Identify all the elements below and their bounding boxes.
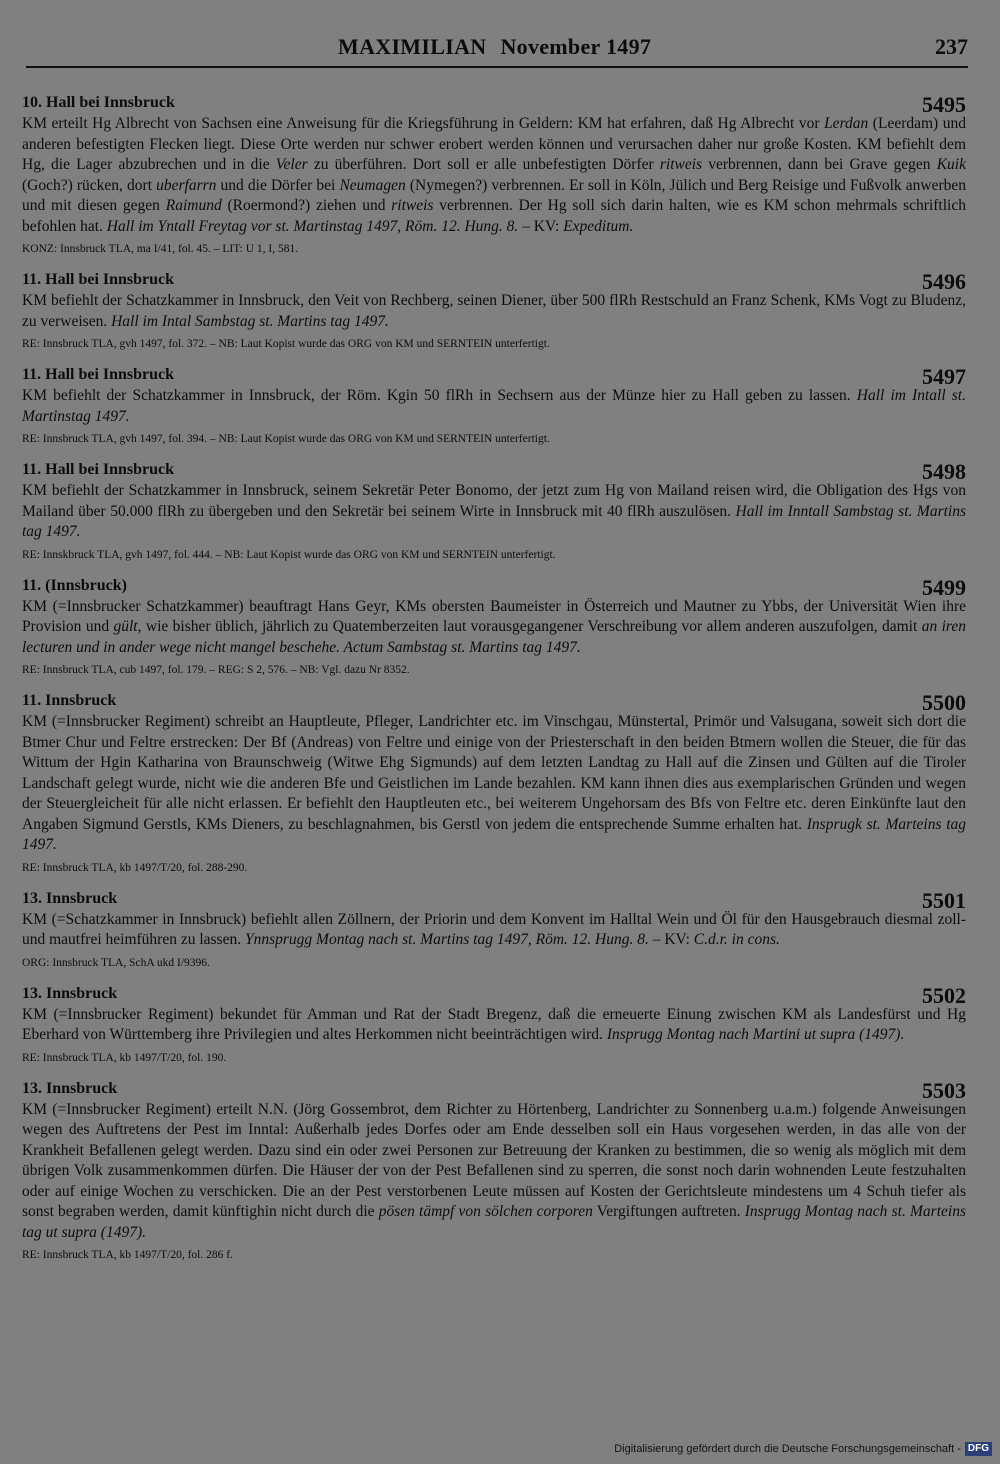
entry-text-run: verbrennen, dann bei Grave gegen: [702, 156, 937, 173]
entry: [22, 983, 966, 1066]
entry-number: 5501: [922, 887, 966, 913]
entry-date-place: 13. Innsbruck: [22, 889, 118, 907]
entry-date-place: 11. Hall bei Innsbruck: [22, 366, 175, 383]
entry-text-italic: Insprugg Montag nach Martini ut supra (1497).: [606, 1026, 905, 1043]
entry-text-italic: Hall im Inntall Sambstag st. Martins tag 1497.: [22, 502, 966, 540]
entry-source-note: KONZ: Innsbruck TLA, ma I/41, fol. 45. – LIT: U 1, I, 581.: [22, 243, 299, 255]
page-header: [18, 30, 968, 70]
entry-text-run: (Roermond?) ziehen und: [221, 197, 392, 214]
entry-text-italic: gült: [113, 618, 138, 635]
entry-text-italic: Insprugk st. Marteins tag 1497.: [22, 815, 966, 853]
entry-text-run: und die Dörfer bei: [216, 176, 340, 194]
entries-list: [22, 92, 966, 1275]
entry-text: [22, 481, 966, 543]
entry-text-run: verbrennen. Der Hg soll sich darin halten, wie es KM schon mehrmals schriftlich befohlen hat.: [22, 197, 966, 235]
entry-text: [22, 114, 966, 237]
entry-date-place: 11. Hall bei Innsbruck: [22, 271, 175, 288]
entry: [22, 1078, 966, 1264]
entry-text-run: KM (=Schatzkammer in Innsbruck) befiehlt allen Zöllnern, der Priorin und dem Konvent im Halltal Wein und Öl für den Hausgebrauch diesmal zoll- und mautfrei heimführen zu lassen.: [22, 910, 966, 948]
entry-source-note: RE: Innsbruck TLA, gvh 1497, fol. 394. – NB: Laut Kopist wurde das ORG von KM und SERNTEIN unterfertigt.: [22, 433, 550, 445]
entry-text-run: zu überführen. Dort soll er alle unbefestigten Dörfer: [307, 156, 660, 173]
entry-text-run: KM erteilt Hg Albrecht von Sachsen eine Anweisung für die Kriegsführung in Geldern: KM hat erfahren, daß Hg Albrecht vor: [22, 115, 825, 132]
entry-text-italic: Insprugg Montag nach st. Marteins tag ut supra (1497).: [22, 1203, 966, 1241]
running-title-name: MAXIMILIAN: [338, 34, 487, 59]
entry-heading: [22, 92, 966, 117]
entry-number: 5499: [922, 574, 966, 600]
entry-date-place: 10. Hall bei Innsbruck: [22, 94, 175, 111]
entry: [22, 364, 966, 447]
entry-number: 5497: [922, 364, 966, 389]
entry-heading: [22, 887, 966, 913]
entry-source-note: RE: Innsbruck TLA, kb 1497/T/20, fol. 190.: [22, 1051, 227, 1064]
entry-text-run: , wie bisher üblich, jährlich zu Quatemberzeiten laut vorausgegangener Verschreibung vor allem anderen auszufolgen, damit: [137, 618, 922, 635]
entry-heading: [22, 1077, 966, 1103]
entry-text-run: – KV:: [648, 931, 694, 948]
entry-text-italic: pösen tämpf von sölchen corporen: [378, 1203, 593, 1220]
entry-date-place: 13. Innsbruck: [22, 1079, 118, 1097]
entry-heading: [22, 982, 966, 1008]
entry-text-run: KM (=Innsbrucker Regiment) bekundet für Amman und Rat der Stadt Bregenz, daß die erneuerte Einung zwischen KM als Landesfürst und Hg Eberhard von Württemberg ihre Privilegien und altes Herkommen nicht beeinträchtigen wird.: [22, 1005, 966, 1043]
entry-text-run: Vergiftungen auftreten.: [592, 1203, 745, 1220]
footer: [614, 1442, 992, 1456]
entry-text-italic: Raimund: [165, 197, 222, 214]
entry-text-italic: ritweis: [391, 197, 434, 214]
entry-text-run: (Goch?) rücken, dort: [22, 176, 157, 194]
entry-date-place: 13. Innsbruck: [22, 984, 118, 1002]
entry-number: 5496: [922, 269, 966, 294]
entry-number: 5503: [922, 1077, 966, 1103]
entry: [22, 269, 966, 352]
entry-text-italic: Neumagen: [339, 176, 406, 194]
entry-heading: [22, 459, 966, 484]
entry-text-italic: an iren lecturen und in ander wege nicht mangel beschehe. Actum Sambstag st. Martins tag 1497.: [22, 618, 966, 656]
entry-text-run: KM (=Innsbrucker Regiment) schreibt an Hauptleute, Pfleger, Landrichter etc. im Vinschgau, Münstertal, Primör und Valsugana, soweit sich dort die Btmer Chur und Feltre erstrecken: Der Bf (Andreas) von Feltre und einige von der Priesterschaft in den beiden Btmern wollen die Steuer, die für das Wittum der Hgin Katharina von Braunschweig (Witwe Ehg Sigmunds) auf dem letzten Landtag zu Hall auf die Zinsen und Gülten auf die Tiroler Landschaft gelegt wurde, nicht wie die anderen Bfe und Geistlichen im Lande bezahlen. KM kann ihnen dies aus exemplarischen Gründen und wegen der Steuergleicheit für alle nicht erlassen. Er befiehlt den Hauptleuten etc., bei weiterem Ungehorsam des Bfs von Feltre etc. deren Einkünfte laut den Angaben Sigmund Gerstls, KMs Dieners, zu beschlagnahmen, bis Gerstl von jedem die entsprechende Summe erhalten hat.: [22, 713, 966, 833]
entry-text-italic: uberfarrn: [156, 176, 217, 194]
entry-source-note: RE: Innsbruck TLA, gvh 1497, fol. 372. – NB: Laut Kopist wurde das ORG von KM und SERNTEIN unterfertigt.: [22, 338, 550, 350]
entry-text-italic: C.d.r. in cons.: [693, 931, 780, 948]
entry-text: [22, 910, 966, 951]
page-number: 237: [935, 34, 968, 59]
entry-date-place: 11. Hall bei Innsbruck: [22, 461, 175, 478]
entry-text-italic: Veler: [275, 156, 308, 173]
entry-text-run: KM (=Innsbrucker Schatzkammer) beauftragt Hans Geyr, KMs obersten Baumeister in Österreich und Mautner zu Ybbs, der Universität Wien ihre Provision und: [22, 597, 966, 635]
entry-source-note: RE: Innsbruck TLA, kb 1497/T/20, fol. 286 f.: [22, 1249, 233, 1261]
dfg-logo: DFG: [965, 1442, 992, 1456]
entry-text-run: KM befiehlt der Schatzkammer in Innsbruck, der Röm. Kgin 50 flRh in Sechsern aus der Münze hier zu Hall geben zu lassen.: [22, 387, 857, 404]
running-title-date: November 1497: [500, 34, 652, 59]
entry-number: 5502: [922, 982, 966, 1008]
entry-text: [22, 597, 966, 659]
entry-heading: [22, 574, 966, 600]
entry-text-italic: Expeditum.: [563, 217, 634, 235]
entry-source-note: RE: Innsbruck TLA, cub 1497, fol. 179. – REG: S 2, 576. – NB: Vgl. dazu Nr 8352.: [22, 664, 410, 676]
entry-heading: [22, 269, 966, 294]
entry-text: [22, 1100, 966, 1244]
entry-text-italic: Hall im Intal Sambstag st. Martins tag 1497.: [111, 312, 389, 330]
entry: [22, 92, 966, 257]
entry-text-italic: Lerdan: [824, 115, 869, 132]
entry-text: [22, 712, 966, 856]
entry-number: 5498: [922, 459, 966, 484]
entry-source-note: RE: Innskbruck TLA, gvh 1497, fol. 444. – NB: Laut Kopist wurde das ORG von KM und SERNTEIN unterfertigt.: [22, 548, 556, 561]
entry-text-run: (Leerdam) und anderen befestigten Flecken liegt. Diese Orte werden nur schwer erobert werden können und verursachen daher nur große Kosten. KM befiehlt dem Hg, die Lager abzubrechen und in die: [22, 115, 966, 173]
entry-date-place: 11. (Innsbruck): [22, 576, 127, 594]
footer-credit: Digitalisierung gefördert durch die Deutsche Forschungsgemeinschaft -: [614, 1443, 961, 1455]
entry-text-italic: Ynnsprugg Montag nach st. Martins tag 1497, Röm. 12. Hung. 8.: [244, 931, 649, 948]
entry-source-note: RE: Innsbruck TLA, kb 1497/T/20, fol. 288-290.: [22, 861, 248, 874]
running-title: [338, 34, 651, 60]
entry-text: [22, 386, 966, 427]
entry-text-run: (Nymegen?) verbrennen. Er soll in Köln, Jülich und Berg Reisige und Fußvolk anwerben und mit diesen gegen: [22, 176, 966, 214]
entry-text-italic: Hall im Yntall Freytag vor st. Martinstag 1497, Röm. 12. Hung. 8.: [106, 217, 519, 235]
entry-text: [22, 1005, 966, 1046]
entry-text-run: KM (=Innsbrucker Regiment) erteilt N.N. (Jörg Gossembrot, dem Richter zu Hörtenberg, Landrichter zu Sonnenberg u.a.m.) folgende Anweisungen wegen des Auftretens der Pest im Inntal: Außerhalb jedes Dorfes oder am Ende desselben soll ein Haus vorgesehen werden, in das alle von der Krankheit Befallenen gelegt werden. Dazu sind ein oder zwei Personen zur Betreuung der Kranken zu bestimmen, die so wenig als möglich mit dem übrigen Volk zusammenkommen dürfen. Die Häuser der von der Pest Befallenen sind zu sperren, die sonst noch darin wohnenden Leute festzuhalten oder auf einige Wochen zu verschicken. Die an der Pest verstorbenen Leute müssen auf Kosten der Gerichtsleute mindestens um 4 Schuh tiefer als sonst begraben werden, damit künftighin nicht durch die: [22, 1100, 966, 1220]
entry-text-run: KM befiehlt der Schatzkammer in Innsbruck, seinem Sekretär Peter Bonomo, der jetzt zum Hg von Mailand reisen wird, die Obligation des Hgs von Mailand über 50.000 flRh zu übergeben und den Sekretär bei seinem Wirte in Innsbruck mit 40 flRh auszulösen.: [22, 482, 966, 520]
entry-text-italic: Hall im Intall st. Martinstag 1497.: [22, 387, 966, 425]
entry-text: [22, 291, 966, 332]
entry-text-italic: Kuik: [936, 156, 966, 173]
entry-heading: [22, 364, 966, 389]
entry-text-run: – KV:: [518, 217, 564, 235]
entry: [22, 690, 966, 876]
entry-date-place: 11. Innsbruck: [22, 692, 117, 709]
entry-heading: [22, 690, 966, 715]
entry-number: 5500: [922, 690, 966, 715]
entry-text-run: KM befiehlt der Schatzkammer in Innsbruck, den Veit von Rechberg, seinen Diener, über 500 flRh Restschuld an Franz Schenk, KMs Vogt zu Bludenz, zu verweisen.: [22, 292, 966, 330]
entry-source-note: ORG: Innsbruck TLA, SchA ukd I/9396.: [22, 956, 210, 969]
header-rule: [26, 66, 968, 68]
entry-text-italic: ritweis: [659, 156, 703, 173]
entry: [22, 459, 966, 563]
entry: [22, 888, 966, 971]
entry-number: 5495: [922, 92, 966, 117]
entry: [22, 575, 966, 679]
